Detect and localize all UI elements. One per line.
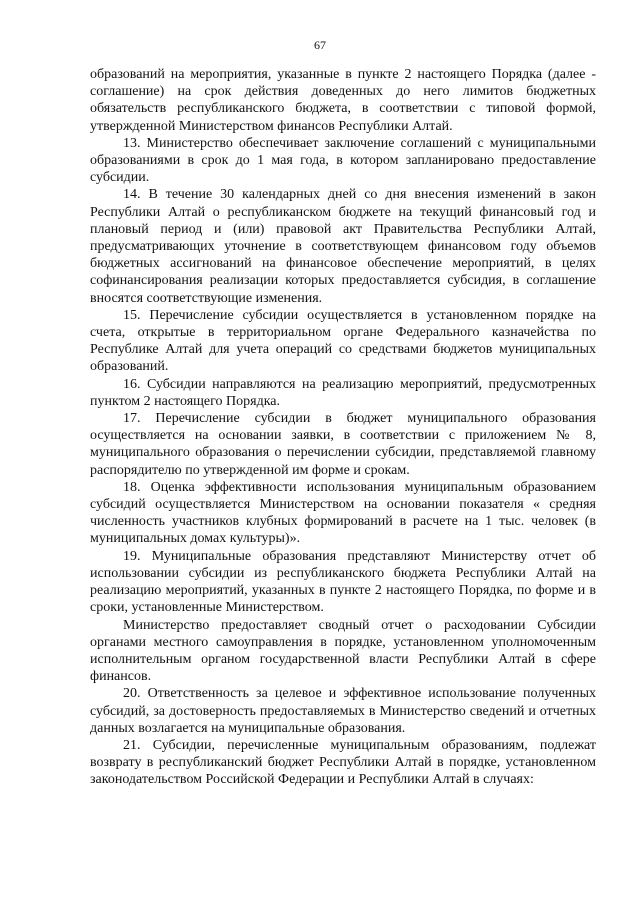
paragraph-21: 21. Субсидии, перечисленные муниципальным образованиям, подлежат возврату в республиканский бюджет Республики Алтай в порядке, установленном законодательством Российской Федерации и Республики Алтай в случаях: [90, 737, 596, 788]
document-body [90, 66, 596, 789]
paragraph-continuation: образований на мероприятия, указанные в пункте 2 настоящего Порядка (далее - соглашение) на срок действия доведенных до него лимитов бюджетных обязательств республиканского бюджета, в соответствии с типовой формой, утвержденной Министерством финансов Республики Алтай. [90, 67, 596, 134]
paragraph-19: 19. Муниципальные образования представляют Министерству отчет об использовании субсидии из республиканского бюджета Республики Алтай на реализацию мероприятий, указанных в пункте 2 настоящего Порядка, по форме и в сроки, установленные Министерством. [90, 548, 596, 616]
paragraph-13: 13. Министерство обеспечивает заключение соглашений с муниципальными образованиями в срок до 1 мая года, в котором запланировано предоставление субсидии. [90, 135, 596, 186]
paragraph-17: 17. Перечисление субсидии в бюджет муниципального образования осуществляется на основании заявки, в соответствии с приложением № 8, муниципального образования о перечислении субсидии, представляемой главному распорядителю по утвержденной им форме и срокам. [90, 411, 596, 478]
paragraph-16: 16. Субсидии направляются на реализацию мероприятий, предусмотренных пунктом 2 настоящего Порядка. [90, 376, 596, 409]
paragraph-19-report: Министерство предоставляет сводный отчет о расходовании Субсидии органами местного самоуправления в порядке, установленном уполномоченным исполнительным органом государственной власти Республики Алтай в сфере финансов. [90, 617, 596, 685]
paragraph-20: 20. Ответственность за целевое и эффективное использование полученных субсидий, за достоверность предоставляемых в Министерство сведений и отчетных данных возлагается на муниципальные образования. [90, 686, 596, 736]
page-number: 67 [314, 38, 326, 52]
paragraph-15: 15. Перечисление субсидии осуществляется в установленном порядке на счета, открытые в территориальном органе Федерального казначейства по Республике Алтай для учета операций со средствами бюджетов муниципальных образований. [90, 307, 596, 375]
paragraph-18: 18. Оценка эффективности использования муниципальным образованием субсидий осуществляется Министерством на основании показателя « средняя численность участников клубных формирований в расчете на 1 тыс. человек (в муниципальных домах культуры)». [90, 479, 596, 547]
paragraph-14: 14. В течение 30 календарных дней со дня внесения изменений в закон Республики Алтай о республиканском бюджете на текущий финансовый год и плановый период и (или) правовой акт Правительства Республики Алтай, предусматривающих уточнение в соответствующем финансовом году объемов бюджетных ассигнований на финансовое обеспечение мероприятий, в целях софинансирования реализации которых предоставляется субсидия, в соглашение вносятся соответствующие изменения. [90, 187, 596, 306]
